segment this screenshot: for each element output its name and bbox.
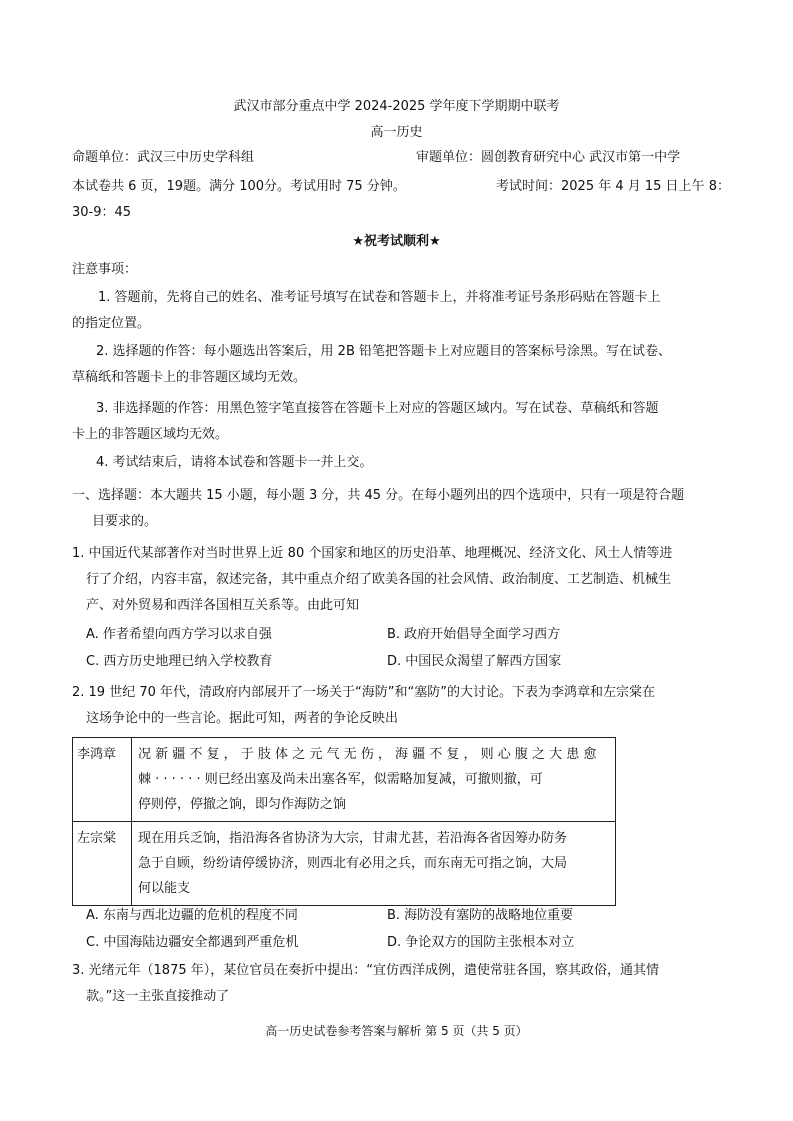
question-2-option-b: B. 海防没有塞防的战略地位重要 <box>387 908 574 923</box>
note-4: 4. 考试结束后，请将本试卷和答题卡一并上交。 <box>96 455 373 470</box>
subject-title: 高一历史 <box>370 125 423 140</box>
note-2: 2. 选择题的作答：每小题选出答案后，用 2B 铅笔把答题卡上对应题目的答案标号涂黑。写在试卷、 <box>96 344 671 359</box>
section-heading: 一、选择题：本大题共 15 小题，每小题 3 分，共 45 分。在每小题列出的四个选项中，只有一项是符合题 <box>72 488 685 503</box>
exam-title: 武汉市部分重点中学 2024-2025 学年度下学期期中联考 <box>233 99 560 114</box>
blessing: ★祝考试顺利★ <box>352 234 441 249</box>
exam-info: 本试卷共 6 页，19题。满分 100分。考试用时 75 分钟。 <box>72 179 406 194</box>
question-1-stem: 1. 中国近代某部著作对当时世界上近 80 个国家和地区的历史沿革、地理概况、经济文化、风土人情等进 <box>72 546 673 561</box>
note-1: 1. 答题前，先将自己的姓名、准考证号填写在试卷和答题卡上，并将准考证号条形码贴在答题卡上 <box>98 290 661 305</box>
question-2-stem-line2: 这场争论中的一些言论。据此可知，两者的争论反映出 <box>86 711 399 726</box>
question-2-option-d: D. 争论双方的国防主张根本对立 <box>387 935 575 950</box>
exam-time-continued: 30-9：45 <box>72 205 132 220</box>
table-row <box>73 822 616 906</box>
exam-time: 考试时间：2025 年 4 月 15 日上午 8： <box>496 179 730 194</box>
question-1-stem-line2: 行了介绍，内容丰富，叙述完备，其中重点介绍了欧美各国的社会风情、政治制度、工艺制造、机械生 <box>86 572 672 587</box>
quote-line: 急于自顾，纷纷请停缓协济，则西北有必用之兵，而东南无可指之饷，大局 <box>138 856 568 871</box>
quote-table <box>72 737 616 906</box>
speaker-zuo-zongtang: 左宗棠 <box>73 822 132 906</box>
question-3-stem: 3. 光绪元年（1875 年），某位官员在奏折中提出：“宜仿西洋成例，遣使常驻各国，察其政俗，通其情 <box>72 963 659 978</box>
question-2-option-c: C. 中国海陆边疆安全都遇到严重危机 <box>86 935 299 950</box>
note-1-continued: 的指定位置。 <box>72 316 151 331</box>
setter-unit: 命题单位：武汉三中历史学科组 <box>72 150 255 165</box>
question-1-option-a: A. 作者希望向西方学习以求自强 <box>86 627 272 642</box>
quote-line: 现在用兵乏饷，指沿海各省协济为大宗，甘肃尤甚，若沿海各省因筹办防务 <box>138 831 568 846</box>
question-3-stem-line2: 款。”这一主张直接推动了 <box>86 989 230 1004</box>
quote-zuo-zongtang <box>132 822 616 906</box>
quote-line: 棘 · · · · · · 则已经出塞及尚未出塞各军，似需略加复减，可撤则撤，可 <box>138 772 543 787</box>
quote-line: 况 新 疆 不 复 ， 于 肢 体 之 元 气 无 伤 ， 海 疆 不 复 ， 则 心 腹 之 大 患 愈 <box>138 747 597 762</box>
question-1-option-d: D. 中国民众渴望了解西方国家 <box>387 654 562 669</box>
question-1-stem-line3: 产、对外贸易和西洋各国相互关系等。由此可知 <box>86 598 360 613</box>
reviewer-unit: 审题单位：圆创教育研究中心 武汉市第一中学 <box>416 150 681 165</box>
quote-line: 何以能支 <box>138 881 191 896</box>
question-2-option-a: A. 东南与西北边疆的危机的程度不同 <box>86 908 298 923</box>
table-row <box>73 738 616 822</box>
quote-li-hongzhang <box>132 738 616 822</box>
question-2-stem: 2. 19 世纪 70 年代，清政府内部展开了一场关于“海防”和“塞防”的大讨论。下表为李鸿章和左宗棠在 <box>72 685 655 700</box>
note-3: 3. 非选择题的作答：用黑色签字笔直接答在答题卡上对应的答题区域内。写在试卷、草稿纸和答题 <box>96 401 659 416</box>
question-1-option-c: C. 西方历史地理已纳入学校教育 <box>86 654 273 669</box>
note-2-continued: 草稿纸和答题卡上的非答题区域均无效。 <box>72 370 307 385</box>
speaker-li-hongzhang: 李鸿章 <box>73 738 132 822</box>
notes-heading: 注意事项： <box>72 262 138 277</box>
section-heading-continued: 目要求的。 <box>92 514 158 529</box>
quote-line: 停则停，停撤之饷，即匀作海防之饷 <box>138 797 347 812</box>
page-footer: 高一历史试卷参考答案与解析 第 5 页（共 5 页） <box>265 1024 528 1038</box>
note-3-continued: 卡上的非答题区域均无效。 <box>72 427 229 442</box>
question-1-option-b: B. 政府开始倡导全面学习西方 <box>387 627 561 642</box>
